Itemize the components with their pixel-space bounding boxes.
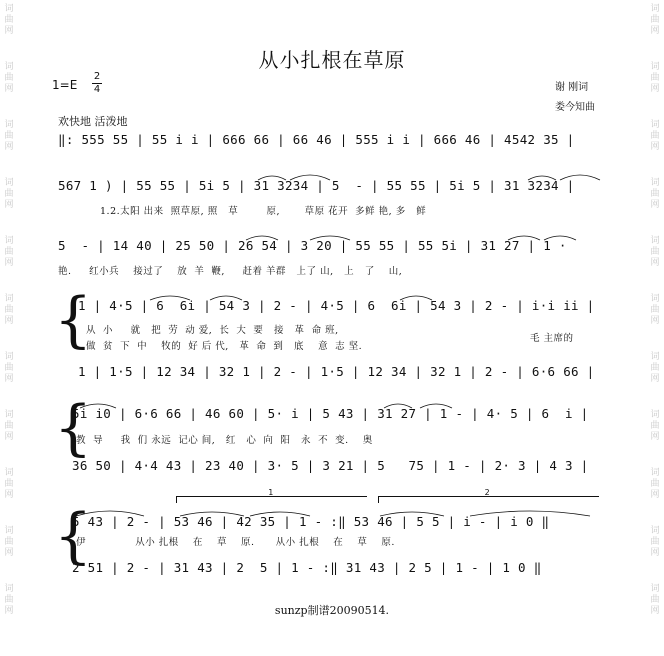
watermark-glyph: 曲 [4,189,14,199]
watermark-glyph: 词 [650,236,660,246]
watermark-glyph: 曲 [4,537,14,547]
watermark-glyph: 词 [650,410,660,420]
watermark-column [2,410,16,443]
watermark-glyph: 网 [650,258,660,268]
watermark-column [648,120,662,153]
watermark-glyph: 网 [650,26,660,36]
watermark-glyph: 词 [650,526,660,536]
lyrics-line-6: 伊 从小 扎根 在 草 原. 从小 扎根 在 草 原. [76,537,395,548]
lyrics-line-5: 教 导 我 们 永远 记心 间, 红 心 向 阳 永 不 变. 奥 [76,435,373,446]
time-signature [92,72,102,95]
watermark-glyph: 网 [4,84,14,94]
lyrics-line-4-verse-2: 做 贫 下 中 牧的 好 后 代, 革 命 到 底 意 志 坚. [86,341,363,352]
staff-line-2: 567 1 ) | 55 55 | 5i 5 | 31 3234 | 5 - | 55 55 | 5i 5 | 31 3234 | [58,178,575,193]
watermark-glyph: 曲 [650,15,660,25]
watermark-column [2,120,16,153]
watermark-glyph: 网 [650,606,660,616]
volta-bracket-2 [378,488,599,503]
staff-line-3: 5 - | 14 40 | 25 50 | 26 54 | 3 20 | 55 55 | 55 5i | 31 27 | 1 · [58,238,567,253]
watermark-glyph: 词 [4,526,14,536]
system-brace-3: { [54,501,93,571]
lyrics-line-3: 艳. 红小兵 接过了 放 羊 鞭, 赶着 羊群 上了 山, 上 了 山, [58,266,403,277]
watermark-glyph: 曲 [4,479,14,489]
watermark-glyph: 词 [4,352,14,362]
system-brace-1: { [54,285,93,355]
watermark-glyph: 词 [650,4,660,14]
watermark-column [2,526,16,559]
watermark-column [2,294,16,327]
watermark-glyph: 网 [4,200,14,210]
watermark-glyph: 曲 [4,15,14,25]
time-numerator: 2 [93,71,101,82]
song-title: 从小扎根在草原 [258,48,406,72]
watermark-glyph: 网 [650,142,660,152]
staff-line-6-lower: 2 51 | 2 - | 31 43 | 2 5 | 1 - :‖ 31 43 | 2 5 | 1 - | 1 0 ‖ [72,560,542,575]
watermark-glyph: 曲 [4,305,14,315]
watermark-glyph: 词 [4,120,14,130]
watermark-glyph: 词 [650,178,660,188]
watermark-glyph: 词 [650,120,660,130]
watermark-glyph: 词 [4,294,14,304]
watermark-glyph: 词 [4,4,14,14]
watermark-glyph: 曲 [650,595,660,605]
staff-line-5-upper: 5i i0 | 6·6 66 | 46 60 | 5· i | 5 43 | 31 27 | 1 - | 4· 5 | 6 i | [72,406,589,421]
watermark-glyph: 网 [650,200,660,210]
watermark-column [648,178,662,211]
staff-line-4-lower: 1 | 1·5 | 12 34 | 32 1 | 2 - | 1·5 | 12 34 | 32 1 | 2 - | 6·6 66 | [78,364,595,379]
watermark-glyph: 词 [650,584,660,594]
watermark-glyph: 曲 [650,189,660,199]
lyricist-credit: 谢 刚词 [555,82,589,93]
watermark-column [648,526,662,559]
watermark-glyph: 网 [650,316,660,326]
watermark-glyph: 曲 [650,131,660,141]
watermark-column [2,236,16,269]
watermark-glyph: 网 [4,432,14,442]
watermark-glyph: 词 [650,352,660,362]
watermark-column [2,4,16,37]
watermark-glyph: 曲 [650,247,660,257]
watermark-glyph: 曲 [4,131,14,141]
watermark-glyph: 词 [650,468,660,478]
watermark-glyph: 网 [4,316,14,326]
watermark-glyph: 曲 [650,537,660,547]
key-signature: 1=E [52,78,78,92]
volta-bracket-1 [176,488,367,503]
watermark-column [648,352,662,385]
watermark-glyph: 曲 [650,73,660,83]
watermark-glyph: 曲 [4,73,14,83]
watermark-glyph: 词 [4,236,14,246]
tempo-marking: 欢快地 活泼地 [58,115,128,128]
watermark-glyph: 曲 [4,363,14,373]
watermark-glyph: 词 [650,62,660,72]
watermark-glyph: 网 [4,26,14,36]
volta-2-label: 2 [484,488,490,497]
watermark-column [648,294,662,327]
watermark-glyph: 网 [650,374,660,384]
watermark-glyph: 词 [4,468,14,478]
watermark-glyph: 网 [650,432,660,442]
watermark-glyph: 网 [4,490,14,500]
lyrics-line-4-verse-1: 从 小 就 把 劳 动 爱, 长 大 要 接 革 命 班, [86,325,339,336]
watermark-glyph: 词 [4,584,14,594]
watermark-column [2,468,16,501]
watermark-glyph: 曲 [650,479,660,489]
watermark-glyph: 词 [4,62,14,72]
watermark-glyph: 词 [650,294,660,304]
watermark-glyph: 曲 [4,595,14,605]
transcriber-note: sunzp制谱20090514. [274,604,390,617]
watermark-glyph: 曲 [650,421,660,431]
watermark-column [648,236,662,269]
staff-line-4-upper: 1 | 4·5 | 6 6i | 54 3 | 2 - | 4·5 | 6 6i | 54 3 | 2 - | i·i ii | [78,298,595,313]
watermark-column [648,4,662,37]
watermark-glyph: 网 [4,606,14,616]
staff-line-6-upper: 5 43 | 2 - | 53 46 | 42 35 | 1 - :‖ 53 46 | 5 5 | i - | i 0 ‖ [72,514,550,529]
lyrics-line-4-refrain: 毛 主席的 [530,333,574,344]
system-brace-2: { [54,393,93,463]
watermark-glyph: 词 [4,178,14,188]
staff-line-1: ‖: 555 55 | 55 i i | 666 66 | 66 46 | 555 i i | 666 46 | 4542 35 | [58,132,575,147]
watermark-glyph: 网 [650,548,660,558]
watermark-glyph: 曲 [4,421,14,431]
time-denominator: 4 [93,84,101,95]
watermark-column [2,178,16,211]
watermark-glyph: 网 [4,142,14,152]
watermark-glyph: 词 [4,410,14,420]
watermark-glyph: 网 [4,258,14,268]
watermark-glyph: 网 [4,374,14,384]
watermark-glyph: 曲 [650,363,660,373]
composer-credit: 娄今知曲 [555,102,595,113]
watermark-glyph: 网 [4,548,14,558]
staff-line-5-lower: 36 50 | 4·4 43 | 23 40 | 3· 5 | 3 21 | 5 75 | 1 - | 2· 3 | 4 3 | [72,458,589,473]
lyrics-line-2: 1.2.太阳 出来 照草原, 照 草 原, 草原 花开 多鲜 艳, 多 鲜 [100,206,427,217]
watermark-glyph: 曲 [4,247,14,257]
watermark-glyph: 曲 [650,305,660,315]
watermark-column [648,410,662,443]
volta-1-label: 1 [268,488,274,497]
watermark-column [648,468,662,501]
watermark-column [2,352,16,385]
watermark-glyph: 网 [650,490,660,500]
watermark-glyph: 网 [650,84,660,94]
